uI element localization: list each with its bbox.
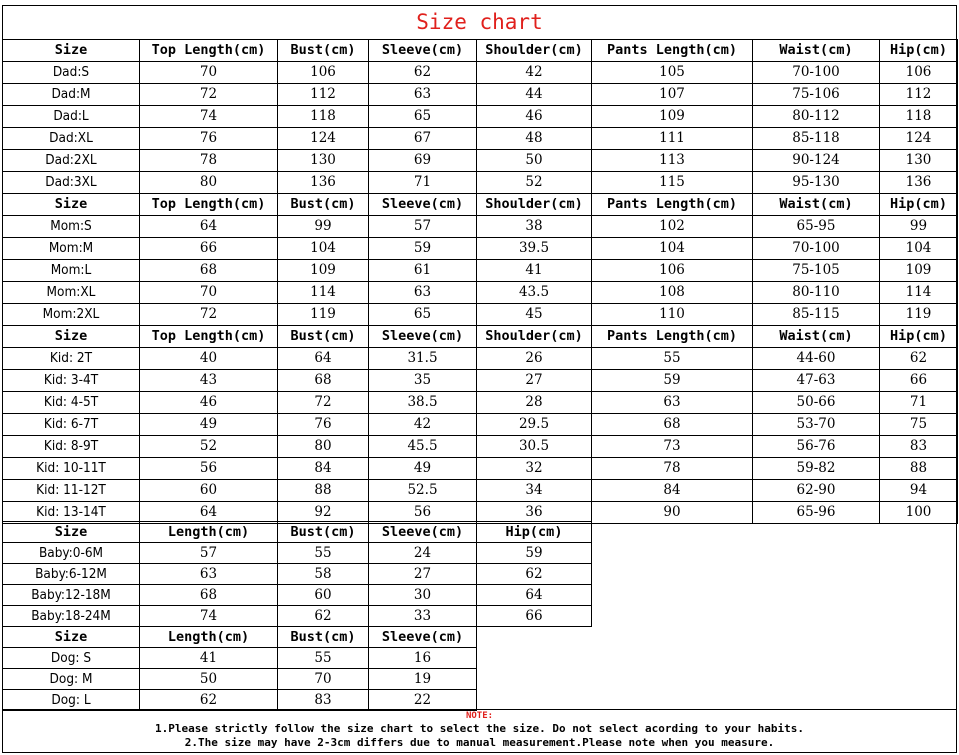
table-row (3, 106, 958, 128)
table-cell: 26 (477, 348, 592, 370)
table-cell: 112 (880, 84, 958, 106)
column-header: Sleeve(cm) (369, 40, 477, 62)
table-cell: 118 (278, 106, 369, 128)
table-cell: Dad:L (3, 106, 140, 128)
table-cell: 85-115 (753, 304, 880, 326)
table-cell: 70-100 (753, 238, 880, 260)
table-cell: Baby:12-18M (3, 585, 140, 606)
table-cell: 56 (369, 502, 477, 524)
table-cell: 67 (369, 128, 477, 150)
table-cell: 72 (140, 304, 278, 326)
table-cell: 100 (880, 502, 958, 524)
table-cell: 29.5 (477, 414, 592, 436)
table-cell: 55 (278, 648, 369, 669)
table-cell: 34 (477, 480, 592, 502)
table-cell: 90-124 (753, 150, 880, 172)
table-cell: 33 (369, 606, 477, 627)
table-cell: 70 (140, 282, 278, 304)
column-header: Bust(cm) (278, 194, 369, 216)
table-cell: Mom:M (3, 238, 140, 260)
table-cell: 43 (140, 370, 278, 392)
table-row (3, 606, 592, 627)
table-cell: 64 (140, 216, 278, 238)
table-row (3, 392, 958, 414)
table-row (3, 260, 958, 282)
table-cell: 75 (880, 414, 958, 436)
table-cell: 110 (592, 304, 753, 326)
table-cell: Baby:18-24M (3, 606, 140, 627)
table-cell: 59-82 (753, 458, 880, 480)
table-cell: 62 (880, 348, 958, 370)
table-cell: 94 (880, 480, 958, 502)
table-cell: 46 (140, 392, 278, 414)
table-cell: Mom:S (3, 216, 140, 238)
table-cell: 71 (369, 172, 477, 194)
table-cell: Kid: 6-7T (3, 414, 140, 436)
table-row (3, 172, 958, 194)
table-cell: 65-95 (753, 216, 880, 238)
table-cell: 42 (477, 62, 592, 84)
table-cell: Kid: 4-5T (3, 392, 140, 414)
table-cell: Kid: 13-14T (3, 502, 140, 524)
table-cell: 80 (140, 172, 278, 194)
table-cell: 38.5 (369, 392, 477, 414)
table-cell: 16 (369, 648, 477, 669)
column-header: Size (3, 627, 140, 648)
table-cell: 99 (880, 216, 958, 238)
table-cell: 84 (278, 458, 369, 480)
table-cell: 75-105 (753, 260, 880, 282)
table-cell: 80-112 (753, 106, 880, 128)
table-cell: 85-118 (753, 128, 880, 150)
table-cell: 52.5 (369, 480, 477, 502)
table-cell: 104 (592, 238, 753, 260)
table-cell: Dog: L (3, 690, 140, 711)
table-cell: 118 (880, 106, 958, 128)
column-header: Sleeve(cm) (369, 627, 477, 648)
table-cell: 66 (880, 370, 958, 392)
dog-size-table (2, 626, 477, 711)
table-cell: 136 (278, 172, 369, 194)
column-header: Sleeve(cm) (369, 326, 477, 348)
table-cell: 64 (477, 585, 592, 606)
table-cell: 56 (140, 458, 278, 480)
column-header: Size (3, 522, 140, 543)
table-cell: 130 (278, 150, 369, 172)
table-cell: 69 (369, 150, 477, 172)
table-cell: 136 (880, 172, 958, 194)
table-cell: 65 (369, 106, 477, 128)
table-cell: 70 (278, 669, 369, 690)
column-header: Pants Length(cm) (592, 194, 753, 216)
table-cell: 92 (278, 502, 369, 524)
table-cell: 63 (369, 84, 477, 106)
table-cell: Baby:6-12M (3, 564, 140, 585)
table-cell: 50-66 (753, 392, 880, 414)
table-cell: 75-106 (753, 84, 880, 106)
table-cell: 65 (369, 304, 477, 326)
table-cell: Mom:XL (3, 282, 140, 304)
table-cell: Dog: S (3, 648, 140, 669)
table-cell: 49 (140, 414, 278, 436)
table-cell: 58 (278, 564, 369, 585)
table-cell: 107 (592, 84, 753, 106)
table-cell: 27 (477, 370, 592, 392)
table-cell: 124 (278, 128, 369, 150)
table-cell: 95-130 (753, 172, 880, 194)
note-title: NOTE: (465, 711, 494, 721)
table-cell: 90 (592, 502, 753, 524)
table-cell: 68 (140, 260, 278, 282)
table-cell: 59 (477, 543, 592, 564)
table-cell: 44-60 (753, 348, 880, 370)
table-cell: Dad:M (3, 84, 140, 106)
table-cell: 72 (140, 84, 278, 106)
table-cell: 130 (880, 150, 958, 172)
table-cell: Mom:2XL (3, 304, 140, 326)
column-header: Size (3, 326, 140, 348)
table-row (3, 480, 958, 502)
table-cell: 109 (592, 106, 753, 128)
table-cell: 19 (369, 669, 477, 690)
table-cell: 62 (369, 62, 477, 84)
table-cell: 106 (592, 260, 753, 282)
column-header: Shoulder(cm) (477, 194, 592, 216)
column-header: Hip(cm) (477, 522, 592, 543)
table-cell: Baby:0-6M (3, 543, 140, 564)
table-cell: 57 (369, 216, 477, 238)
table-cell: Kid: 10-11T (3, 458, 140, 480)
table-cell: 41 (477, 260, 592, 282)
table-cell: 53-70 (753, 414, 880, 436)
table-cell: Kid: 8-9T (3, 436, 140, 458)
table-cell: 64 (278, 348, 369, 370)
table-cell: 76 (278, 414, 369, 436)
table-cell: 43.5 (477, 282, 592, 304)
column-header: Pants Length(cm) (592, 40, 753, 62)
table-cell: 32 (477, 458, 592, 480)
table-row (3, 238, 958, 260)
chart-title: Size chart (416, 10, 543, 34)
column-header: Sleeve(cm) (369, 522, 477, 543)
table-cell: 63 (369, 282, 477, 304)
table-row (3, 414, 958, 436)
table-cell: 52 (477, 172, 592, 194)
note-line: 1.Please strictly follow the size chart to select the size. Do not select acording to your habits. (154, 722, 804, 735)
table-cell: 62 (278, 606, 369, 627)
table-cell: Dad:XL (3, 128, 140, 150)
table-row (3, 84, 958, 106)
table-cell: 66 (477, 606, 592, 627)
table-row (3, 62, 958, 84)
column-header: Shoulder(cm) (477, 326, 592, 348)
table-cell: 73 (592, 436, 753, 458)
column-header: Pants Length(cm) (592, 326, 753, 348)
table-cell: 27 (369, 564, 477, 585)
table-cell: 60 (140, 480, 278, 502)
header-row (3, 40, 958, 62)
table-cell: 106 (880, 62, 958, 84)
table-cell: 68 (278, 370, 369, 392)
table-cell: 108 (592, 282, 753, 304)
table-cell: 49 (369, 458, 477, 480)
table-cell: 36 (477, 502, 592, 524)
column-header: Hip(cm) (880, 194, 958, 216)
table-cell: 22 (369, 690, 477, 711)
table-cell: 119 (278, 304, 369, 326)
table-cell: 56-76 (753, 436, 880, 458)
table-cell: 68 (592, 414, 753, 436)
table-cell: 31.5 (369, 348, 477, 370)
table-row (3, 304, 958, 326)
table-cell: 55 (592, 348, 753, 370)
table-cell: 78 (592, 458, 753, 480)
table-cell: 59 (369, 238, 477, 260)
table-cell: 66 (140, 238, 278, 260)
table-cell: 35 (369, 370, 477, 392)
baby-size-table (2, 521, 592, 627)
column-header: Length(cm) (140, 627, 278, 648)
table-cell: 80 (278, 436, 369, 458)
table-cell: 102 (592, 216, 753, 238)
table-row (3, 348, 958, 370)
table-row (3, 648, 477, 669)
table-row (3, 150, 958, 172)
table-cell: 28 (477, 392, 592, 414)
table-cell: 48 (477, 128, 592, 150)
column-header: Bust(cm) (278, 627, 369, 648)
table-row (3, 282, 958, 304)
table-cell: Kid: 3-4T (3, 370, 140, 392)
table-cell: 52 (140, 436, 278, 458)
table-cell: 50 (140, 669, 278, 690)
table-cell: Kid: 11-12T (3, 480, 140, 502)
table-cell: 83 (278, 690, 369, 711)
table-cell: 124 (880, 128, 958, 150)
column-header: Top Length(cm) (140, 194, 278, 216)
table-cell: 40 (140, 348, 278, 370)
table-cell: 105 (592, 62, 753, 84)
column-header: Waist(cm) (753, 40, 880, 62)
table-cell: 46 (477, 106, 592, 128)
table-cell: 38 (477, 216, 592, 238)
table-cell: 64 (140, 502, 278, 524)
table-cell: Mom:L (3, 260, 140, 282)
table-cell: 99 (278, 216, 369, 238)
table-row (3, 690, 477, 711)
table-cell: Dad:3XL (3, 172, 140, 194)
table-cell: 106 (278, 62, 369, 84)
table-cell: 84 (592, 480, 753, 502)
table-cell: 68 (140, 585, 278, 606)
table-cell: 39.5 (477, 238, 592, 260)
table-cell: 45.5 (369, 436, 477, 458)
table-cell: 62-90 (753, 480, 880, 502)
column-header: Top Length(cm) (140, 326, 278, 348)
table-cell: 42 (369, 414, 477, 436)
table-cell: 88 (278, 480, 369, 502)
column-header: Length(cm) (140, 522, 278, 543)
column-header: Size (3, 40, 140, 62)
table-cell: 112 (278, 84, 369, 106)
table-row (3, 370, 958, 392)
table-row (3, 585, 592, 606)
table-row (3, 436, 958, 458)
table-cell: 63 (140, 564, 278, 585)
table-cell: Dad:S (3, 62, 140, 84)
table-cell: 24 (369, 543, 477, 564)
table-cell: 76 (140, 128, 278, 150)
table-cell: 60 (278, 585, 369, 606)
table-cell: 104 (278, 238, 369, 260)
column-header: Waist(cm) (753, 194, 880, 216)
table-cell: Kid: 2T (3, 348, 140, 370)
table-cell: 50 (477, 150, 592, 172)
table-cell: 74 (140, 106, 278, 128)
table-cell: 70 (140, 62, 278, 84)
column-header: Waist(cm) (753, 326, 880, 348)
table-cell: Dog: M (3, 669, 140, 690)
table-cell: 104 (880, 238, 958, 260)
table-cell: 47-63 (753, 370, 880, 392)
header-row (3, 326, 958, 348)
table-cell: 109 (278, 260, 369, 282)
table-cell: Dad:2XL (3, 150, 140, 172)
column-header: Top Length(cm) (140, 40, 278, 62)
table-cell: 59 (592, 370, 753, 392)
table-cell: 115 (592, 172, 753, 194)
table-cell: 114 (880, 282, 958, 304)
column-header: Bust(cm) (278, 40, 369, 62)
table-cell: 41 (140, 648, 278, 669)
table-cell: 114 (278, 282, 369, 304)
table-cell: 45 (477, 304, 592, 326)
table-cell: 62 (140, 690, 278, 711)
table-cell: 57 (140, 543, 278, 564)
table-row (3, 543, 592, 564)
table-row (3, 128, 958, 150)
table-cell: 62 (477, 564, 592, 585)
table-cell: 83 (880, 436, 958, 458)
table-cell: 71 (880, 392, 958, 414)
table-cell: 70-100 (753, 62, 880, 84)
table-cell: 74 (140, 606, 278, 627)
note-box (2, 709, 957, 753)
table-cell: 109 (880, 260, 958, 282)
table-cell: 30.5 (477, 436, 592, 458)
note-line: 2.The size may have 2-3cm differs due to manual measurement.Please note when you measure. (184, 736, 775, 749)
header-row (3, 194, 958, 216)
adult-kid-size-table (2, 39, 958, 524)
size-chart (2, 5, 957, 753)
table-cell: 65-96 (753, 502, 880, 524)
table-cell: 30 (369, 585, 477, 606)
column-header: Sleeve(cm) (369, 194, 477, 216)
column-header: Shoulder(cm) (477, 40, 592, 62)
column-header: Hip(cm) (880, 326, 958, 348)
table-row (3, 458, 958, 480)
table-cell: 78 (140, 150, 278, 172)
table-cell: 88 (880, 458, 958, 480)
table-cell: 80-110 (753, 282, 880, 304)
header-row (3, 627, 477, 648)
header-row (3, 522, 592, 543)
table-cell: 119 (880, 304, 958, 326)
column-header: Bust(cm) (278, 326, 369, 348)
table-row (3, 216, 958, 238)
table-cell: 72 (278, 392, 369, 414)
column-header: Size (3, 194, 140, 216)
table-row (3, 564, 592, 585)
table-cell: 113 (592, 150, 753, 172)
table-cell: 63 (592, 392, 753, 414)
table-cell: 44 (477, 84, 592, 106)
table-row (3, 669, 477, 690)
column-header: Hip(cm) (880, 40, 958, 62)
table-cell: 61 (369, 260, 477, 282)
table-cell: 55 (278, 543, 369, 564)
table-cell: 111 (592, 128, 753, 150)
column-header: Bust(cm) (278, 522, 369, 543)
